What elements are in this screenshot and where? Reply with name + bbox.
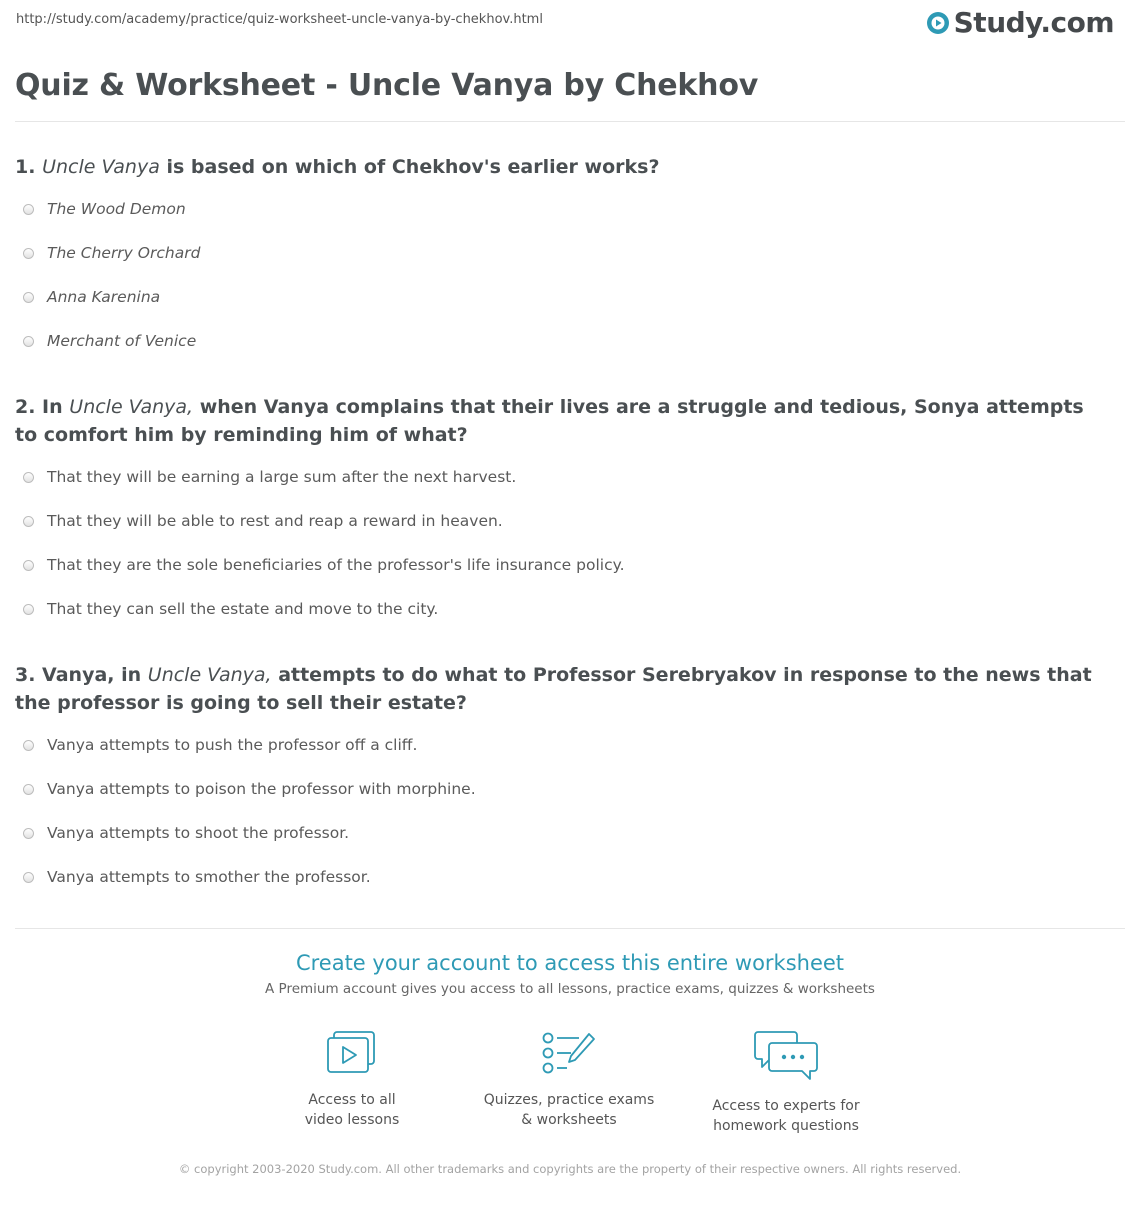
logo-text: Study.com xyxy=(953,6,1114,39)
answer-label: Vanya attempts to push the professor off a cliff. xyxy=(47,736,418,754)
create-account-link[interactable]: Create your account to access this entire worksheet xyxy=(295,951,845,975)
answer-option[interactable] xyxy=(23,600,438,618)
answer-label: The Cherry Orchard xyxy=(47,244,201,262)
question-italic: Uncle Vanya, xyxy=(69,396,194,418)
question-italic: Uncle Vanya xyxy=(42,156,160,178)
answer-option[interactable] xyxy=(23,512,503,530)
answer-label: That they are the sole beneficiaries of the professor's life insurance policy. xyxy=(47,556,625,574)
radio-button[interactable] xyxy=(23,292,34,303)
radio-button[interactable] xyxy=(23,872,34,883)
radio-button[interactable] xyxy=(23,828,34,839)
question-body: when Vanya complains that their lives are a struggle and tedious, Sonya attempts to comfort him by reminding him of what? xyxy=(15,396,1084,446)
answer-option[interactable] xyxy=(23,868,371,886)
question-number: 2. In xyxy=(15,396,63,418)
answer-option[interactable] xyxy=(23,468,516,486)
answer-option[interactable] xyxy=(23,556,625,574)
answer-option[interactable] xyxy=(23,824,349,842)
quiz-checklist-icon xyxy=(541,1030,597,1076)
feature-video-lessons xyxy=(252,1030,452,1130)
answer-label: That they will be earning a large sum after the next harvest. xyxy=(47,468,517,486)
radio-button[interactable] xyxy=(23,784,34,795)
answer-label: Merchant of Venice xyxy=(47,332,197,350)
chat-bubbles-icon xyxy=(754,1030,818,1082)
radio-button[interactable] xyxy=(23,204,34,215)
question-1 xyxy=(15,153,1110,181)
answer-label: The Wood Demon xyxy=(47,200,186,218)
answer-option[interactable] xyxy=(23,288,160,306)
page-url: http://study.com/academy/practice/quiz-worksheet-uncle-vanya-by-chekhov.html xyxy=(16,12,543,27)
copyright-text: © copyright 2003-2020 Study.com. All other trademarks and copyrights are the property of their respective owners. All rights reserved. xyxy=(178,1162,962,1176)
answer-option[interactable] xyxy=(23,780,476,798)
copyright-notice xyxy=(0,1161,1140,1178)
answer-option[interactable] xyxy=(23,332,196,350)
radio-button[interactable] xyxy=(23,336,34,347)
answer-option[interactable] xyxy=(23,736,417,754)
radio-button[interactable] xyxy=(23,472,34,483)
section-divider xyxy=(15,928,1125,929)
answer-label: Vanya attempts to shoot the professor. xyxy=(47,824,350,842)
page-title: Quiz & Worksheet - Uncle Vanya by Chekhov xyxy=(15,68,759,103)
cta-subtitle: A Premium account gives you access to all lessons, practice exams, quizzes & worksheets xyxy=(265,981,875,997)
feature-experts xyxy=(686,1030,886,1136)
question-2 xyxy=(15,393,1110,449)
radio-button[interactable] xyxy=(23,248,34,259)
question-3 xyxy=(15,661,1110,717)
question-body: attempts to do what to Professor Serebryakov in response to the news that the professor is going to sell their estate? xyxy=(15,664,1092,714)
play-circle-logo-icon xyxy=(926,11,950,35)
title-divider xyxy=(15,121,1125,122)
feature-label: Access to experts for homework questions xyxy=(712,1098,860,1134)
answer-label: Vanya attempts to smother the professor. xyxy=(47,868,371,886)
question-italic: Uncle Vanya, xyxy=(147,664,272,686)
feature-quizzes xyxy=(469,1030,669,1130)
answer-option[interactable] xyxy=(23,200,186,218)
answer-label: That they will be able to rest and reap a reward in heaven. xyxy=(47,512,503,530)
video-lessons-icon xyxy=(326,1030,378,1076)
radio-button[interactable] xyxy=(23,516,34,527)
study-logo[interactable] xyxy=(926,6,1114,39)
answer-option[interactable] xyxy=(23,244,200,262)
radio-button[interactable] xyxy=(23,560,34,571)
answer-label: Anna Karenina xyxy=(47,288,161,306)
feature-label: Quizzes, practice exams & worksheets xyxy=(483,1092,655,1128)
question-number: 3. Vanya, in xyxy=(15,664,142,686)
answer-label: Vanya attempts to poison the professor with morphine. xyxy=(47,780,476,798)
question-body: is based on which of Chekhov's earlier works? xyxy=(159,156,660,178)
feature-label: Access to all video lessons xyxy=(304,1092,400,1128)
answer-label: That they can sell the estate and move to the city. xyxy=(47,600,439,618)
radio-button[interactable] xyxy=(23,740,34,751)
radio-button[interactable] xyxy=(23,604,34,615)
question-number: 1. xyxy=(15,156,36,178)
